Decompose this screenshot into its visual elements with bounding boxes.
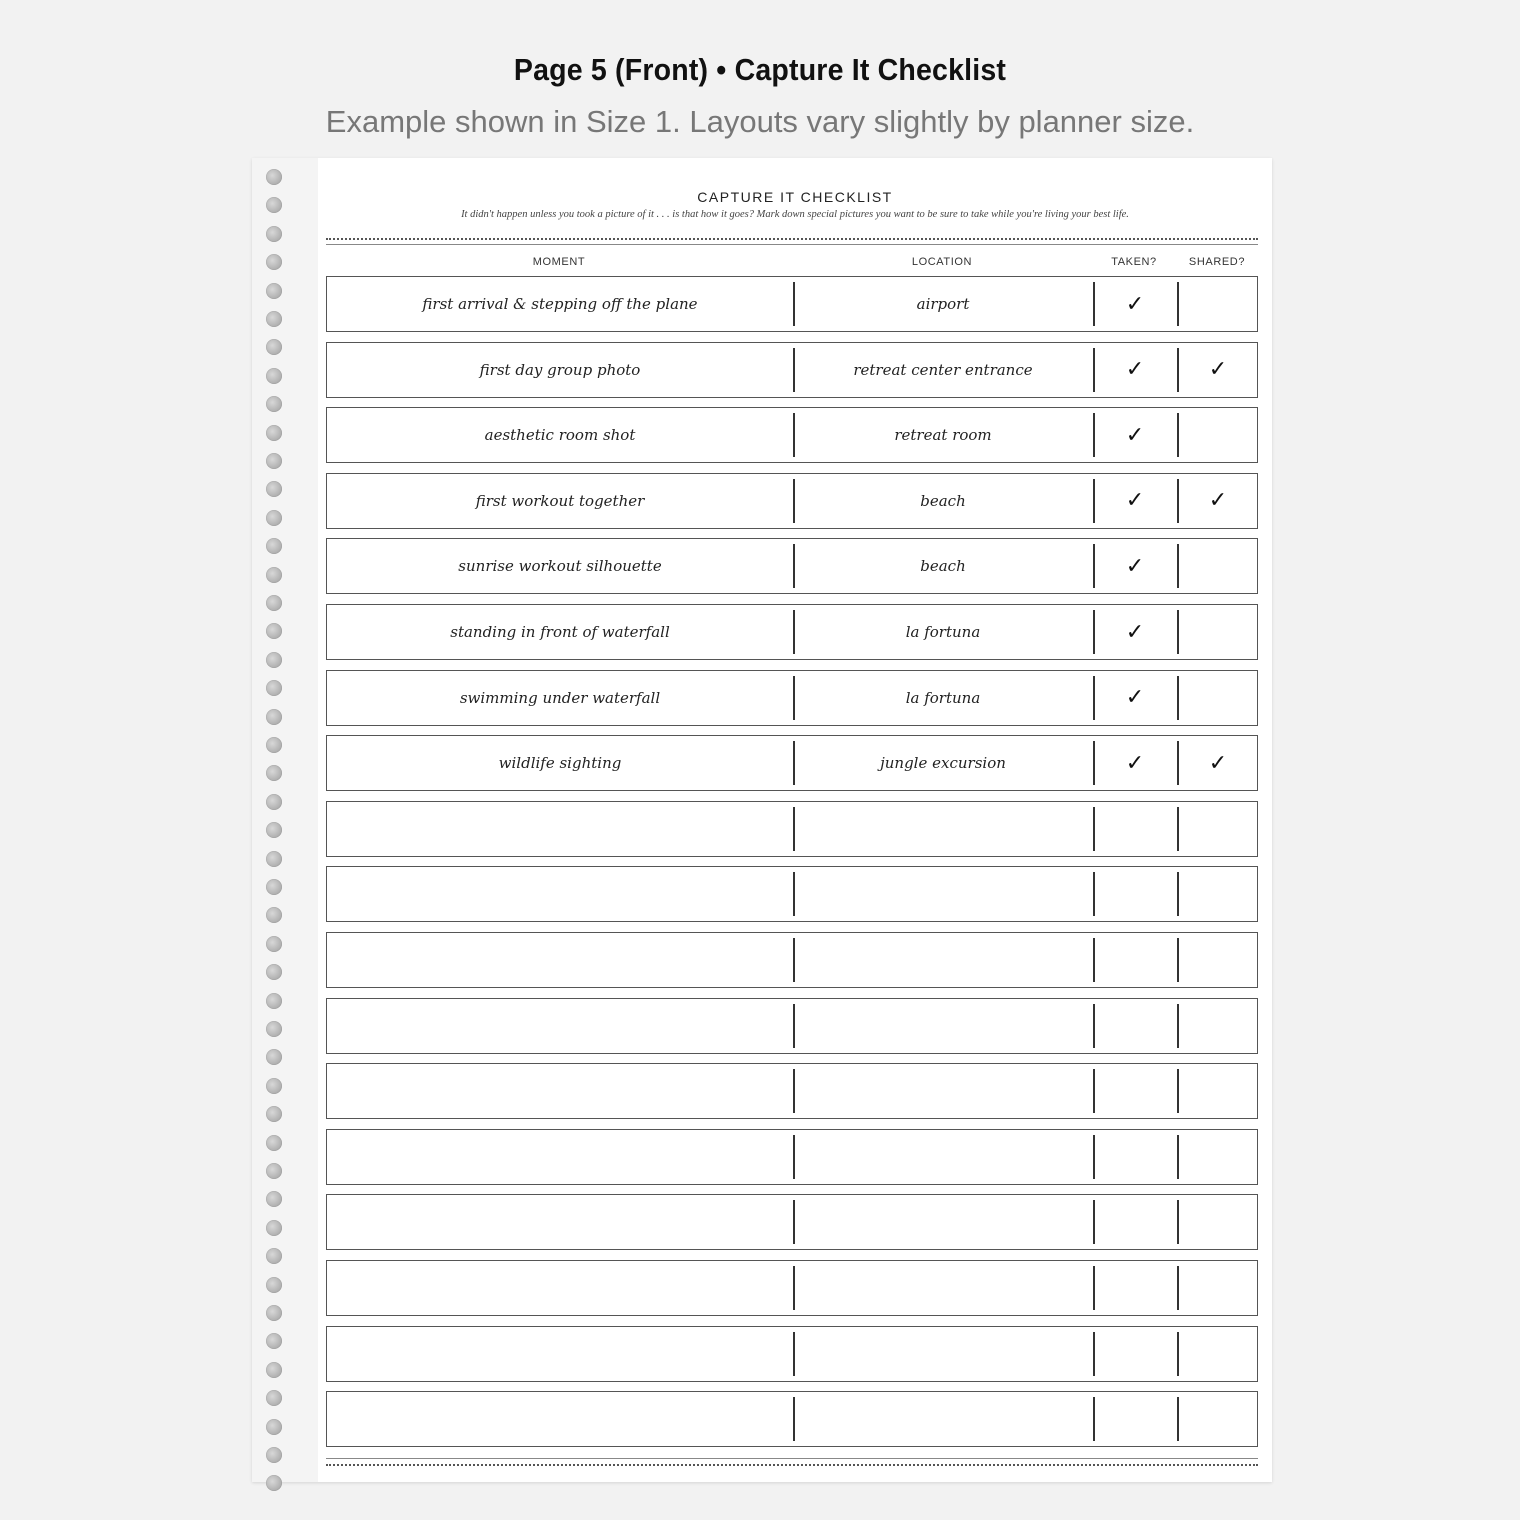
binding-hole	[266, 538, 282, 554]
column-divider	[1093, 1135, 1095, 1179]
binding-hole	[266, 226, 282, 242]
checklist-row	[326, 407, 1258, 463]
column-divider	[1177, 348, 1179, 392]
check-mark-icon: ✓	[1125, 422, 1145, 448]
taken-checkbox[interactable]	[1093, 999, 1177, 1053]
binding-hole	[266, 794, 282, 810]
location-cell[interactable]: beach	[920, 557, 966, 576]
shared-checkbox[interactable]	[1177, 277, 1259, 331]
binding-hole	[266, 1163, 282, 1179]
column-divider	[1177, 1200, 1179, 1244]
planner-page	[252, 158, 1272, 1482]
column-divider	[793, 479, 795, 523]
location-cell[interactable]: la fortuna	[905, 623, 981, 641]
check-mark-icon: ✓	[1125, 685, 1145, 711]
binding-hole	[266, 283, 282, 299]
spiral-binding	[252, 158, 318, 1482]
check-mark-icon: ✓	[1125, 553, 1145, 579]
checklist-description: It didn't happen unless you took a picture of it . . . is that how it goes? Mark down special pictures you want to be sure to take while you're living your best life.	[461, 209, 1129, 220]
taken-checkbox[interactable]	[1093, 671, 1177, 725]
location-cell[interactable]: retreat center entrance	[853, 360, 1033, 379]
check-mark-icon: ✓	[1125, 357, 1145, 383]
column-divider	[1093, 938, 1095, 982]
location-cell[interactable]	[793, 867, 1093, 921]
shared-checkbox[interactable]	[1177, 867, 1259, 921]
column-header-moment: MOMENT	[532, 256, 586, 268]
binding-hole	[266, 595, 282, 611]
moment-cell[interactable]	[327, 1392, 793, 1446]
check-mark-icon: ✓	[1125, 750, 1145, 776]
column-divider	[793, 544, 795, 588]
taken-checkbox[interactable]	[1093, 1195, 1177, 1249]
column-divider	[1093, 1397, 1095, 1441]
taken-checkbox[interactable]	[1093, 408, 1177, 462]
location-cell[interactable]	[793, 802, 1093, 856]
taken-checkbox[interactable]	[1093, 539, 1177, 593]
shared-checkbox[interactable]	[1177, 539, 1259, 593]
binding-hole	[266, 1135, 282, 1151]
checklist-row	[326, 1129, 1258, 1185]
binding-hole	[266, 879, 282, 895]
binding-hole	[266, 1106, 282, 1122]
taken-checkbox[interactable]	[1093, 1392, 1177, 1446]
column-divider	[1093, 348, 1095, 392]
binding-hole	[266, 652, 282, 668]
taken-checkbox[interactable]	[1093, 933, 1177, 987]
product-page-subtitle: Example shown in Size 1. Layouts vary slightly by planner size.	[325, 104, 1195, 139]
check-mark-icon: ✓	[1208, 488, 1228, 514]
moment-cell[interactable]: aesthetic room shot	[484, 426, 636, 445]
taken-checkbox[interactable]	[1093, 1327, 1177, 1381]
moment-cell[interactable]	[327, 1195, 793, 1249]
moment-cell[interactable]	[327, 999, 793, 1053]
column-divider	[1177, 741, 1179, 785]
column-divider	[1093, 1004, 1095, 1048]
checklist-row	[326, 1063, 1258, 1119]
column-divider	[1177, 872, 1179, 916]
column-divider	[1093, 1200, 1095, 1244]
binding-hole	[266, 1305, 282, 1321]
column-divider	[793, 938, 795, 982]
column-divider	[793, 1135, 795, 1179]
column-divider	[1177, 807, 1179, 851]
column-divider	[1177, 1266, 1179, 1310]
binding-hole	[266, 765, 282, 781]
binding-hole	[266, 1390, 282, 1406]
column-divider	[793, 807, 795, 851]
binding-hole	[266, 567, 282, 583]
column-divider	[793, 1004, 795, 1048]
location-cell[interactable]	[793, 1195, 1093, 1249]
location-cell[interactable]	[793, 999, 1093, 1053]
checklist-row	[326, 276, 1258, 332]
column-divider	[1177, 1135, 1179, 1179]
product-page-title: Page 5 (Front) • Capture It Checklist	[513, 52, 1007, 87]
binding-hole	[266, 822, 282, 838]
binding-hole	[266, 1362, 282, 1378]
location-cell[interactable]	[793, 1327, 1093, 1381]
shared-checkbox[interactable]	[1177, 343, 1259, 397]
checklist-row	[326, 801, 1258, 857]
column-divider	[1093, 807, 1095, 851]
binding-hole	[266, 425, 282, 441]
column-divider	[793, 676, 795, 720]
column-divider	[793, 610, 795, 654]
taken-checkbox[interactable]	[1093, 1261, 1177, 1315]
binding-hole	[266, 623, 282, 639]
moment-cell[interactable]	[327, 1064, 793, 1118]
location-cell[interactable]	[793, 1261, 1093, 1315]
column-divider	[1177, 1397, 1179, 1441]
check-mark-icon: ✓	[1125, 488, 1145, 514]
taken-checkbox[interactable]	[1093, 867, 1177, 921]
column-divider	[1093, 544, 1095, 588]
column-divider	[1093, 1332, 1095, 1376]
moment-cell[interactable]: wildlife sighting	[498, 754, 622, 773]
binding-hole	[266, 368, 282, 384]
checklist-row	[326, 1326, 1258, 1382]
moment-cell[interactable]: swimming under waterfall	[459, 688, 661, 707]
shared-checkbox[interactable]	[1177, 1195, 1259, 1249]
column-divider	[1177, 413, 1179, 457]
check-mark-icon: ✓	[1208, 750, 1228, 776]
binding-hole	[266, 936, 282, 952]
column-divider	[1093, 676, 1095, 720]
location-cell[interactable]	[793, 1392, 1093, 1446]
checklist-row	[326, 1194, 1258, 1250]
bottom-dotted-divider	[326, 1464, 1258, 1466]
taken-checkbox[interactable]	[1093, 605, 1177, 659]
column-divider	[1177, 479, 1179, 523]
moment-cell[interactable]: first arrival & stepping off the plane	[422, 295, 698, 313]
column-divider	[793, 741, 795, 785]
location-cell[interactable]	[793, 933, 1093, 987]
shared-checkbox[interactable]	[1177, 933, 1259, 987]
location-cell[interactable]	[793, 1064, 1093, 1118]
location-cell[interactable]: jungle excursion	[880, 754, 1006, 773]
shared-checkbox[interactable]	[1177, 1261, 1259, 1315]
column-header-shared: SHARED?	[1188, 256, 1246, 268]
taken-checkbox[interactable]	[1093, 1064, 1177, 1118]
moment-cell[interactable]	[327, 1261, 793, 1315]
column-divider	[793, 1332, 795, 1376]
binding-hole	[266, 964, 282, 980]
location-cell[interactable]: la fortuna	[905, 688, 981, 707]
check-mark-icon: ✓	[1125, 619, 1145, 645]
binding-hole	[266, 481, 282, 497]
column-divider	[793, 282, 795, 326]
column-divider	[1093, 413, 1095, 457]
taken-checkbox[interactable]	[1093, 1130, 1177, 1184]
check-mark-icon: ✓	[1208, 357, 1228, 383]
binding-hole	[266, 311, 282, 327]
location-cell[interactable]	[793, 1130, 1093, 1184]
column-header-taken: TAKEN?	[1111, 256, 1157, 268]
binding-hole	[266, 851, 282, 867]
checklist-row	[326, 342, 1258, 398]
taken-checkbox[interactable]	[1093, 736, 1177, 790]
checklist-row	[326, 604, 1258, 660]
column-divider	[793, 413, 795, 457]
shared-checkbox[interactable]	[1177, 671, 1259, 725]
binding-hole	[266, 993, 282, 1009]
column-divider	[793, 872, 795, 916]
shared-checkbox[interactable]	[1177, 802, 1259, 856]
taken-checkbox[interactable]	[1093, 474, 1177, 528]
binding-hole	[266, 737, 282, 753]
column-divider	[1177, 282, 1179, 326]
binding-hole	[266, 1220, 282, 1236]
taken-checkbox[interactable]	[1093, 802, 1177, 856]
shared-checkbox[interactable]	[1177, 736, 1259, 790]
column-divider	[793, 1200, 795, 1244]
column-divider	[1177, 610, 1179, 654]
column-divider	[1093, 741, 1095, 785]
binding-hole	[266, 197, 282, 213]
taken-checkbox[interactable]	[1093, 343, 1177, 397]
checklist-row	[326, 1260, 1258, 1316]
column-divider	[1093, 1266, 1095, 1310]
binding-hole	[266, 1277, 282, 1293]
column-divider	[1093, 610, 1095, 654]
location-cell[interactable]: retreat room	[894, 426, 992, 445]
top-rule	[326, 244, 1258, 245]
moment-cell[interactable]: first workout together	[475, 491, 645, 510]
checklist-row	[326, 735, 1258, 791]
checklist-row	[326, 538, 1258, 594]
moment-cell[interactable]	[327, 1130, 793, 1184]
checklist-row	[326, 866, 1258, 922]
column-divider	[1093, 479, 1095, 523]
binding-hole	[266, 907, 282, 923]
column-divider	[1093, 872, 1095, 916]
bottom-rule	[326, 1458, 1258, 1459]
binding-hole	[266, 680, 282, 696]
checklist-row	[326, 998, 1258, 1054]
binding-hole	[266, 1333, 282, 1349]
column-divider	[1177, 544, 1179, 588]
binding-hole	[266, 1475, 282, 1491]
binding-hole	[266, 453, 282, 469]
column-divider	[793, 1397, 795, 1441]
binding-hole	[266, 1447, 282, 1463]
column-divider	[1177, 1004, 1179, 1048]
shared-checkbox[interactable]	[1177, 1327, 1259, 1381]
location-cell[interactable]: airport	[916, 295, 970, 313]
moment-cell[interactable]	[327, 867, 793, 921]
column-header-location: LOCATION	[911, 256, 973, 268]
shared-checkbox[interactable]	[1177, 408, 1259, 462]
binding-hole	[266, 510, 282, 526]
binding-hole	[266, 396, 282, 412]
shared-checkbox[interactable]	[1177, 1064, 1259, 1118]
shared-checkbox[interactable]	[1177, 999, 1259, 1053]
shared-checkbox[interactable]	[1177, 474, 1259, 528]
checklist-row	[326, 473, 1258, 529]
column-divider	[1177, 1332, 1179, 1376]
column-divider	[1177, 676, 1179, 720]
moment-cell[interactable]: standing in front of waterfall	[450, 623, 670, 641]
binding-hole	[266, 1248, 282, 1264]
shared-checkbox[interactable]	[1177, 1130, 1259, 1184]
column-divider	[1093, 1069, 1095, 1113]
checklist-title: CAPTURE IT CHECKLIST	[697, 189, 893, 205]
column-divider	[793, 348, 795, 392]
moment-cell[interactable]: first day group photo	[479, 360, 641, 379]
check-mark-icon: ✓	[1125, 291, 1145, 317]
column-divider	[793, 1069, 795, 1113]
taken-checkbox[interactable]	[1093, 277, 1177, 331]
binding-hole	[266, 1078, 282, 1094]
moment-cell[interactable]: sunrise workout silhouette	[458, 557, 662, 576]
binding-hole	[266, 709, 282, 725]
checklist-row	[326, 1391, 1258, 1447]
binding-hole	[266, 1021, 282, 1037]
column-divider	[1093, 282, 1095, 326]
column-divider	[793, 1266, 795, 1310]
column-divider	[1177, 1069, 1179, 1113]
shared-checkbox[interactable]	[1177, 1392, 1259, 1446]
checklist-row	[326, 670, 1258, 726]
binding-hole	[266, 339, 282, 355]
column-divider	[1177, 938, 1179, 982]
binding-hole	[266, 1049, 282, 1065]
moment-cell[interactable]	[327, 802, 793, 856]
binding-hole	[266, 1419, 282, 1435]
binding-hole	[266, 1191, 282, 1207]
binding-hole	[266, 254, 282, 270]
location-cell[interactable]: beach	[920, 491, 966, 510]
moment-cell[interactable]	[327, 1327, 793, 1381]
shared-checkbox[interactable]	[1177, 605, 1259, 659]
binding-hole	[266, 169, 282, 185]
top-dotted-divider	[326, 238, 1258, 240]
checklist-row	[326, 932, 1258, 988]
moment-cell[interactable]	[327, 933, 793, 987]
